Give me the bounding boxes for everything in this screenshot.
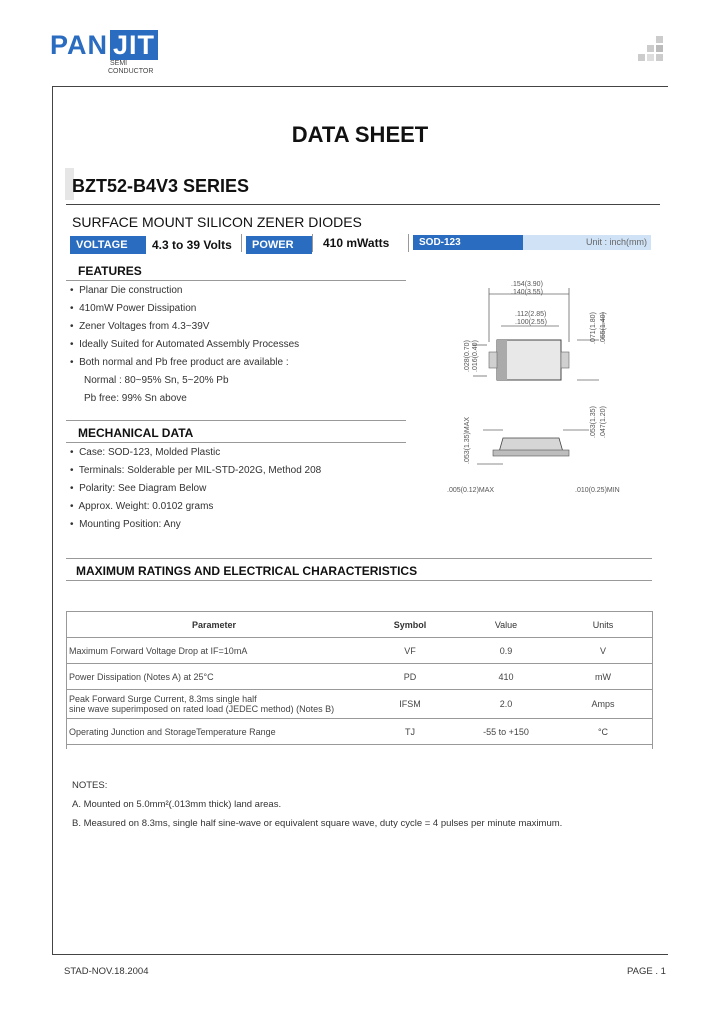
table-row xyxy=(66,664,652,690)
dim-mid-2: .100(2.55) xyxy=(515,319,547,326)
feature-text: Normal : 80~95% Sn, 5~20% Pb xyxy=(84,375,229,386)
col-symbol: Symbol xyxy=(362,612,458,638)
row-symbol: VF xyxy=(362,638,458,664)
dim-bottom-right: .010(0.25)MIN xyxy=(575,487,620,494)
voltage-sep xyxy=(241,234,242,252)
package-drawing xyxy=(413,252,653,502)
ratings-top-rule xyxy=(66,558,652,559)
series-rule xyxy=(66,204,660,205)
power-sep xyxy=(312,234,313,252)
package-top-band xyxy=(497,340,507,380)
mechanical-text: Mounting Position: Any xyxy=(79,519,181,530)
notes-heading: NOTES: xyxy=(72,780,108,791)
row-value: 2.0 xyxy=(458,690,554,719)
note-b: B. Measured on 8.3ms, single half sine-wave or equivalent square wave, duty cycle = 4 pulses per minute maximum. xyxy=(72,818,563,829)
package-bar xyxy=(413,235,651,250)
feature-text: Zener Voltages from 4.3~39V xyxy=(79,321,210,332)
power-tag: POWER xyxy=(246,236,312,254)
col-parameter: Parameter xyxy=(66,612,362,638)
note-a: A. Mounted on 5.0mm²(.013mm thick) land areas. xyxy=(72,799,282,810)
ratings-heading: MAXIMUM RATINGS AND ELECTRICAL CHARACTERISTICS xyxy=(76,564,418,578)
voltage-value: 4.3 to 39 Volts xyxy=(152,238,232,252)
logo-pan: PAN xyxy=(50,30,109,60)
series-name: BZT52-B4V3 SERIES xyxy=(72,176,250,196)
company-logo xyxy=(50,30,158,61)
row-param-2: sine wave superimposed on rated load (JEDEC method) (Notes B) xyxy=(69,704,335,714)
spec-right-sep xyxy=(408,234,409,252)
row-units: Amps xyxy=(554,690,652,719)
list-item: • Polarity: See Diagram Below xyxy=(70,483,207,494)
ratings-bottom-rule xyxy=(66,580,652,581)
logo-jit: JIT xyxy=(110,30,158,60)
dim-left-1: .028(0.70) xyxy=(464,340,471,372)
package-lead-right xyxy=(561,352,569,368)
row-param: Power Dissipation (Notes A) at 25°C xyxy=(66,664,362,690)
dim-side-right-1: .053(1.35) xyxy=(590,406,597,438)
list-item: • Ideally Suited for Automated Assembly Processes xyxy=(70,339,300,350)
features-rule xyxy=(66,280,406,281)
row-param: Operating Junction and StorageTemperature Range xyxy=(66,719,362,745)
table-right-border xyxy=(652,611,653,749)
feature-text: Pb free: 99% Sn above xyxy=(84,393,187,404)
mechanical-text: Approx. Weight: 0.0102 grams xyxy=(78,501,214,512)
table-end-row xyxy=(66,745,652,748)
row-param: Maximum Forward Voltage Drop at IF=10mA xyxy=(66,638,362,664)
package-name: SOD-123 xyxy=(413,235,523,250)
page-title: DATA SHEET xyxy=(291,122,429,147)
feature-text: Ideally Suited for Automated Assembly Processes xyxy=(79,339,300,350)
features-list xyxy=(70,282,299,408)
logo-sub-line-2: CONDUCTOR xyxy=(108,68,154,75)
col-value: Value xyxy=(458,612,554,638)
table-row xyxy=(66,690,652,719)
mechanical-text: Case: SOD-123, Molded Plastic xyxy=(79,447,221,458)
top-rule xyxy=(52,86,668,87)
table-left-border xyxy=(66,611,67,749)
feature-text: 410mW Power Dissipation xyxy=(79,303,197,314)
mechanical-heading: MECHANICAL DATA xyxy=(78,426,194,440)
voltage-tag: VOLTAGE xyxy=(70,236,146,254)
dim-mid-1: .112(2.85) xyxy=(515,311,547,318)
row-value: 0.9 xyxy=(458,638,554,664)
features-heading: FEATURES xyxy=(78,264,142,278)
notes xyxy=(72,776,562,833)
list-item: • Terminals: Solderable per MIL-STD-202G, Method 208 xyxy=(70,465,322,476)
list-item: • Zener Voltages from 4.3~39V xyxy=(70,321,210,332)
decorative-dots-icon xyxy=(638,36,668,66)
mechanical-list xyxy=(70,444,321,534)
list-item xyxy=(70,372,299,390)
feature-text: Both normal and Pb free product are available : xyxy=(79,357,289,368)
logo-sub-line-1: SEMI xyxy=(110,60,128,67)
dim-top-1: .154(3.90) xyxy=(511,281,543,288)
feature-text: Planar Die construction xyxy=(79,285,183,296)
dim-right-1: .071(1.80) xyxy=(590,312,597,344)
row-units: V xyxy=(554,638,652,664)
subtitle: SURFACE MOUNT SILICON ZENER DIODES xyxy=(72,214,362,230)
list-item: • Case: SOD-123, Molded Plastic xyxy=(70,447,221,458)
list-item: • Mounting Position: Any xyxy=(70,519,181,530)
mechanical-rule xyxy=(66,442,406,443)
dim-left-2: .016(0.40) xyxy=(472,340,479,372)
ratings-table xyxy=(66,611,652,747)
row-units: °C xyxy=(554,719,652,745)
dim-bottom-left: .005(0.12)MAX xyxy=(447,487,495,494)
table-header-row xyxy=(66,612,652,638)
row-symbol: IFSM xyxy=(362,690,458,719)
dim-right-2: .055(1.40) xyxy=(600,312,607,344)
mechanical-text: Polarity: See Diagram Below xyxy=(79,483,207,494)
row-value: 410 xyxy=(458,664,554,690)
mechanical-top-rule xyxy=(66,420,406,421)
dim-side-left: .053(1.35)MAX xyxy=(464,416,471,464)
logo-subtitle xyxy=(108,60,153,76)
row-symbol: PD xyxy=(362,664,458,690)
left-rule xyxy=(52,86,53,954)
row-param: Peak Forward Surge Current, 8.3ms single half xyxy=(69,694,257,704)
list-item: • 410mW Power Dissipation xyxy=(70,303,197,314)
table-row xyxy=(66,638,652,664)
package-unit: Unit : inch(mm) xyxy=(585,237,647,247)
footer-date: STAD-NOV.18.2004 xyxy=(64,966,149,977)
list-item xyxy=(70,390,299,408)
list-item: • Approx. Weight: 0.0102 grams xyxy=(70,501,214,512)
footer-page: PAGE . 1 xyxy=(627,966,666,977)
list-item: • Both normal and Pb free product are available : xyxy=(70,357,289,368)
mechanical-text: Terminals: Solderable per MIL-STD-202G, Method 208 xyxy=(78,465,322,476)
bottom-rule xyxy=(52,954,668,955)
table-row xyxy=(66,719,652,745)
power-value: 410 mWatts xyxy=(323,236,390,250)
dim-top-2: .140(3.55) xyxy=(511,289,543,296)
row-param-multiline xyxy=(66,690,362,719)
package-lead-left xyxy=(489,352,497,368)
row-value: -55 to +150 xyxy=(458,719,554,745)
row-units: mW xyxy=(554,664,652,690)
package-side-leads xyxy=(493,450,569,456)
row-symbol: TJ xyxy=(362,719,458,745)
dim-side-right-2: .047(1.20) xyxy=(600,406,607,438)
col-units: Units xyxy=(554,612,652,638)
list-item: • Planar Die construction xyxy=(70,285,183,296)
